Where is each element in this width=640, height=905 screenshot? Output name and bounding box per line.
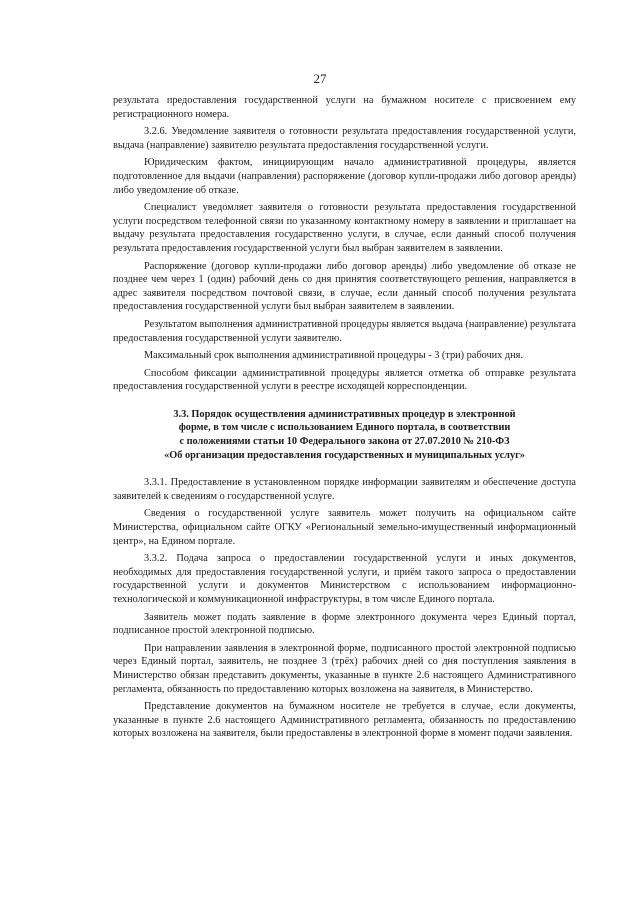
heading-line: 3.3. Порядок осуществления административных процедур в электронной [173,408,516,420]
section-3-2-6-text [113,94,576,394]
paragraph: 3.3.1. Предоставление в установленном порядке информации заявителям и обеспечение доступа заявителей к сведениям о государственной услуге. [113,477,576,502]
heading-line: «Об организации предоставления государственных и муниципальных услуг» [164,449,525,461]
paragraph: Распоряжение (договор купли-продажи либо договор аренды) либо уведомление об отказе не позднее чем через 1 (один) рабочий день со дня принятия соответствующего решения, направляется в адрес заявителя посредством почтовой связи, в случае, если данный способ получения результата предоставления государственной услуги был выбран заявителем в заявлении. [113,260,576,313]
paragraph: Юридическим фактом, инициирующим начало административной процедуры, является подготовленное для выдачи (направления) распоряжение (договор купли-продажи либо договор аренды) либо уведомление об отказе. [113,157,576,196]
paragraph: При направлении заявления в электронной форме, подписанного простой электронной подписью через Единый портал, заявитель, не позднее 3 (трёх) рабочих дней со дня поступления заявления в Министерство обязан представить документы, указанные в пункте 2.6 настоящего Административного регламента, обязанность по предоставлению которых возложена на заявителя, в Министерство. [113,642,576,695]
paragraph: Заявитель может подать заявление в форме электронного документа через Единый портал, подписанное простой электронной подписью. [113,611,576,637]
section-heading-3-3 [113,408,576,462]
paragraph: Результатом выполнения административной процедуры является выдача (направление) результата предоставления государственной услуги заявителю. [113,318,576,344]
document-body [113,94,576,741]
paragraph: Способом фиксации административной процедуры является отметка об отправке результата предоставления государственной услуги в реестре исходящей корреспонденции. [113,367,576,393]
page-number: 27 [313,71,327,86]
heading-line: форме, в том числе с использованием Единого портала, в соответствии [178,422,511,434]
paragraph: Максимальный срок выполнения административной процедуры - 3 (три) рабочих дня. [144,350,523,362]
paragraph: Сведения о государственной услуге заявитель может получить на официальном сайте Министерства, официальном сайте ОГКУ «Региональный земельно-имущественный информационный центр», на Едином портале. [113,508,576,547]
paragraph: результата предоставления государственной услуги на бумажном носителе с присвоением ему регистрационного номера. [113,95,576,120]
paragraph: 3.2.6. Уведомление заявителя о готовности результата предоставления государственной услуги, выдача (направление) заявителю результата предоставления государственной услуги. [113,126,576,151]
paragraph: Представление документов на бумажном носителе не требуется в случае, если документы, указанные в пункте 2.6 настоящего Административного регламента, обязанность по предоставлению которых возложена на заявителя, были предоставлены в электронной форме в момент подачи заявления. [113,701,576,740]
section-3-3-text [113,476,576,741]
paragraph: Специалист уведомляет заявителя о готовности результата предоставления государственной услуги посредством телефонной связи по указанному контактному номеру в заявлении и приглашает на выдачу результата предоставления государственно услуги, в случае, если данный способ получения результата предоставления государственной услуги был выбран заявителем в заявлении. [113,202,576,254]
paragraph: 3.3.2. Подача запроса о предоставлении государственной услуги и иных документов, необходимых для предоставления государственной услуги, и приём такого запроса о предоставлении государственной услуги и документов Министерством с использованием информационно-технологической и коммуникационной инфраструктуры, в том числе Единого портала. [113,553,576,605]
heading-line: с положениями статьи 10 Федерального закона от 27.07.2010 № 210-ФЗ [179,436,510,448]
